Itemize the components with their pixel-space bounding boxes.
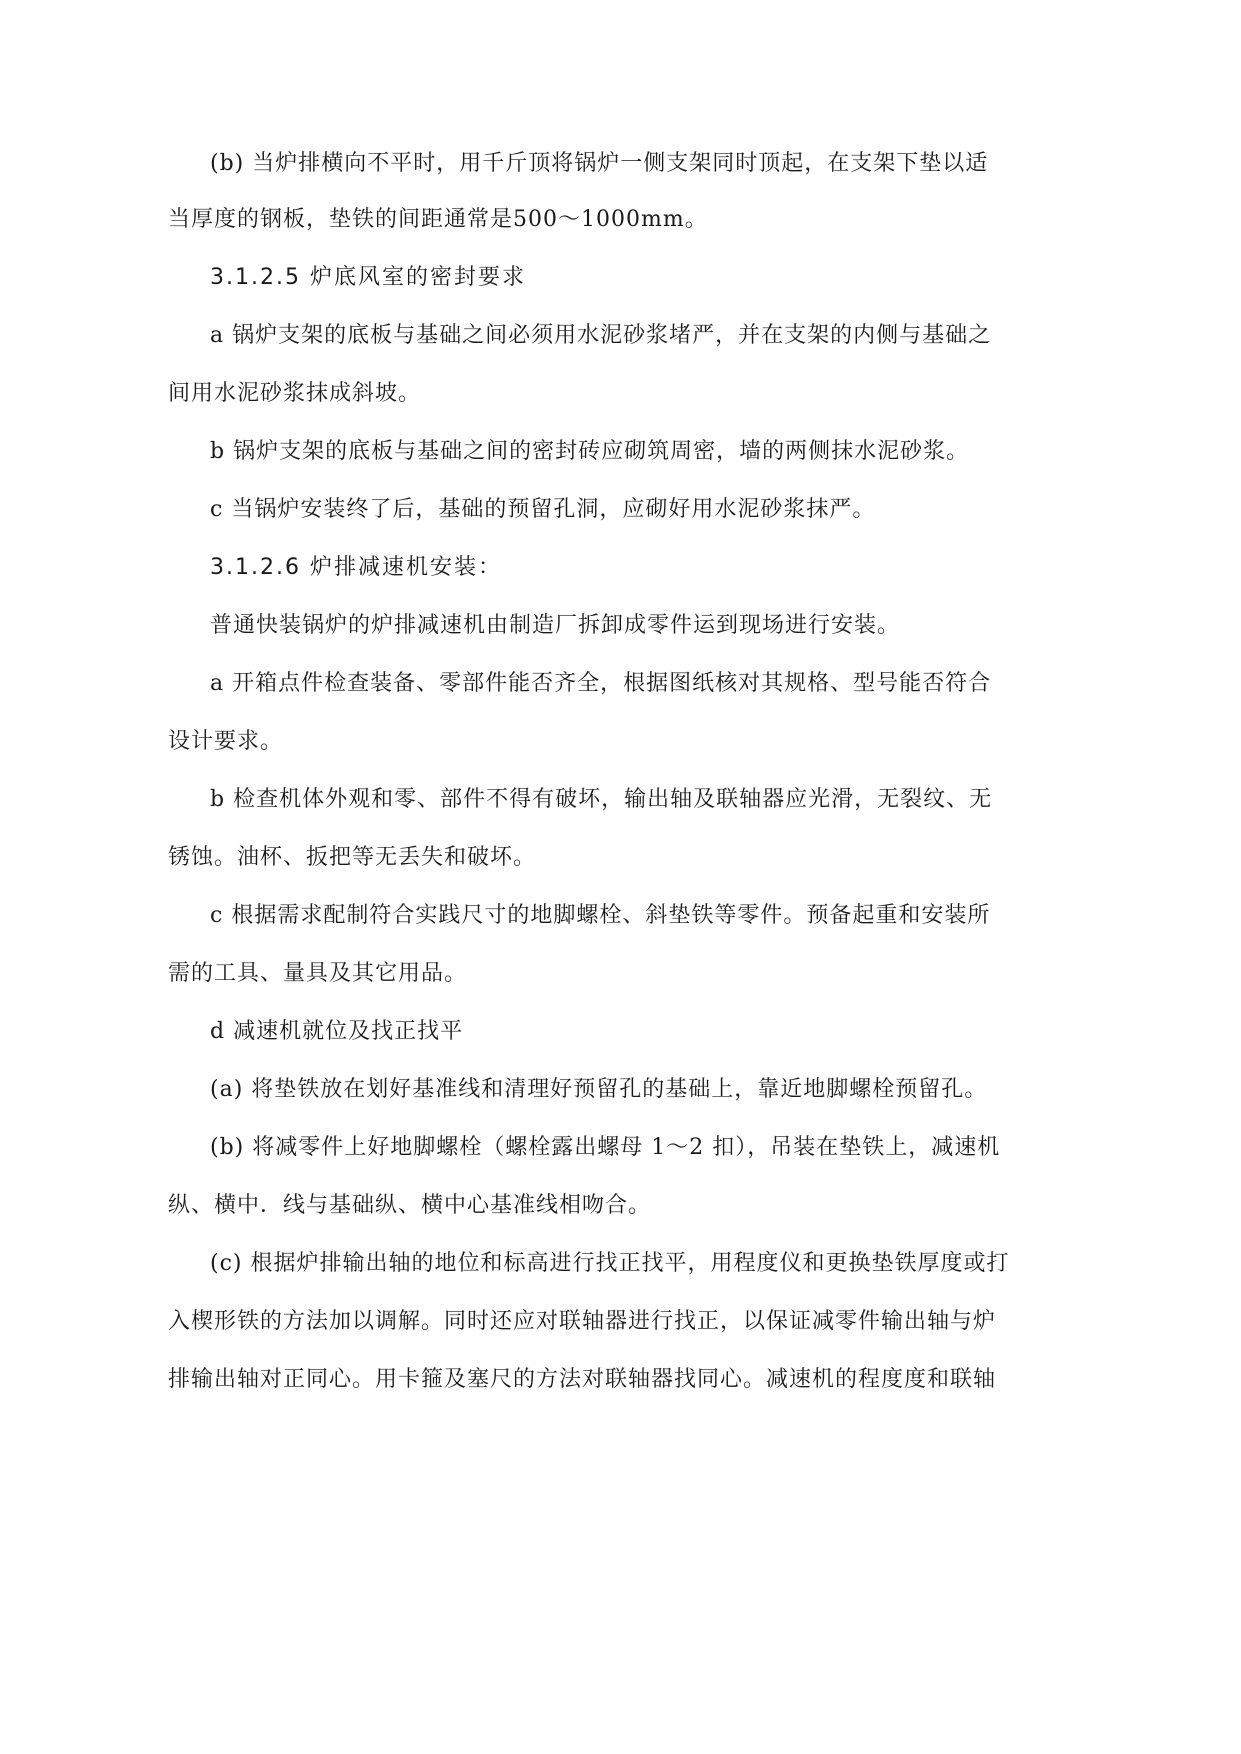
paragraph-line: (b) 将减零件上好地脚螺栓（螺栓露出螺母 1～2 扣），吊装在垫铁上，减速机 <box>210 1135 1001 1160</box>
section-heading: 3.1.2.5 炉底风室的密封要求 <box>210 265 526 290</box>
paragraph-line: c 根据需求配制符合实践尺寸的地脚螺栓、斜垫铁等零件。预备起重和安装所 <box>210 903 991 928</box>
paragraph-line: (c) 根据炉排输出轴的地位和标高进行找正找平，用程度仪和更换垫铁厚度或打 <box>210 1251 1010 1276</box>
paragraph-line: 设计要求。 <box>168 729 284 754</box>
paragraph-line: 锈蚀。油杯、扳把等无丢失和破坏。 <box>168 845 537 870</box>
paragraph-line: c 当锅炉安装终了后，基础的预留孔洞，应砌好用水泥砂浆抹严。 <box>210 497 876 522</box>
paragraph-line: 需的工具、量具及其它用品。 <box>168 961 468 986</box>
paragraph-line: 普通快装锅炉的炉排减速机由制造厂拆卸成零件运到现场进行安装。 <box>210 613 901 638</box>
paragraph-line: 当厚度的钢板，垫铁的间距通常是500～1000mm。 <box>168 207 708 232</box>
paragraph-line: a 锅炉支架的底板与基础之间必须用水泥砂浆堵严，并在支架的内侧与基础之 <box>210 323 992 348</box>
paragraph-line: d 减速机就位及找正找平 <box>210 1019 464 1044</box>
paragraph-line: b 锅炉支架的底板与基础之间的密封砖应砌筑周密，墙的两侧抹水泥砂浆。 <box>210 439 970 464</box>
paragraph-line: (a) 将垫铁放在划好基准线和清理好预留孔的基础上，靠近地脚螺栓预留孔。 <box>210 1077 988 1102</box>
paragraph-line: 排输出轴对正同心。用卡箍及塞尺的方法对联轴器找同心。减速机的程度度和联轴 <box>168 1367 997 1392</box>
paragraph-line: b 检查机体外观和零、部件不得有破坏，输出轴及联轴器应光滑，无裂纹、无 <box>210 787 993 812</box>
paragraph-line: 入楔形铁的方法加以调解。同时还应对联轴器进行找正，以保证减零件输出轴与炉 <box>168 1309 997 1334</box>
paragraph-line: 间用水泥砂浆抹成斜坡。 <box>168 381 422 406</box>
paragraph-line: 纵、横中．线与基础纵、横中心基准线相吻合。 <box>168 1193 652 1218</box>
paragraph-line: a 开箱点件检查装备、零部件能否齐全，根据图纸核对其规格、型号能否符合 <box>210 671 992 696</box>
paragraph-line: (b) 当炉排横向不平时，用千斤顶将锅炉一侧支架同时顶起，在支架下垫以适 <box>210 151 989 176</box>
section-heading: 3.1.2.6 炉排减速机安装： <box>210 555 502 580</box>
